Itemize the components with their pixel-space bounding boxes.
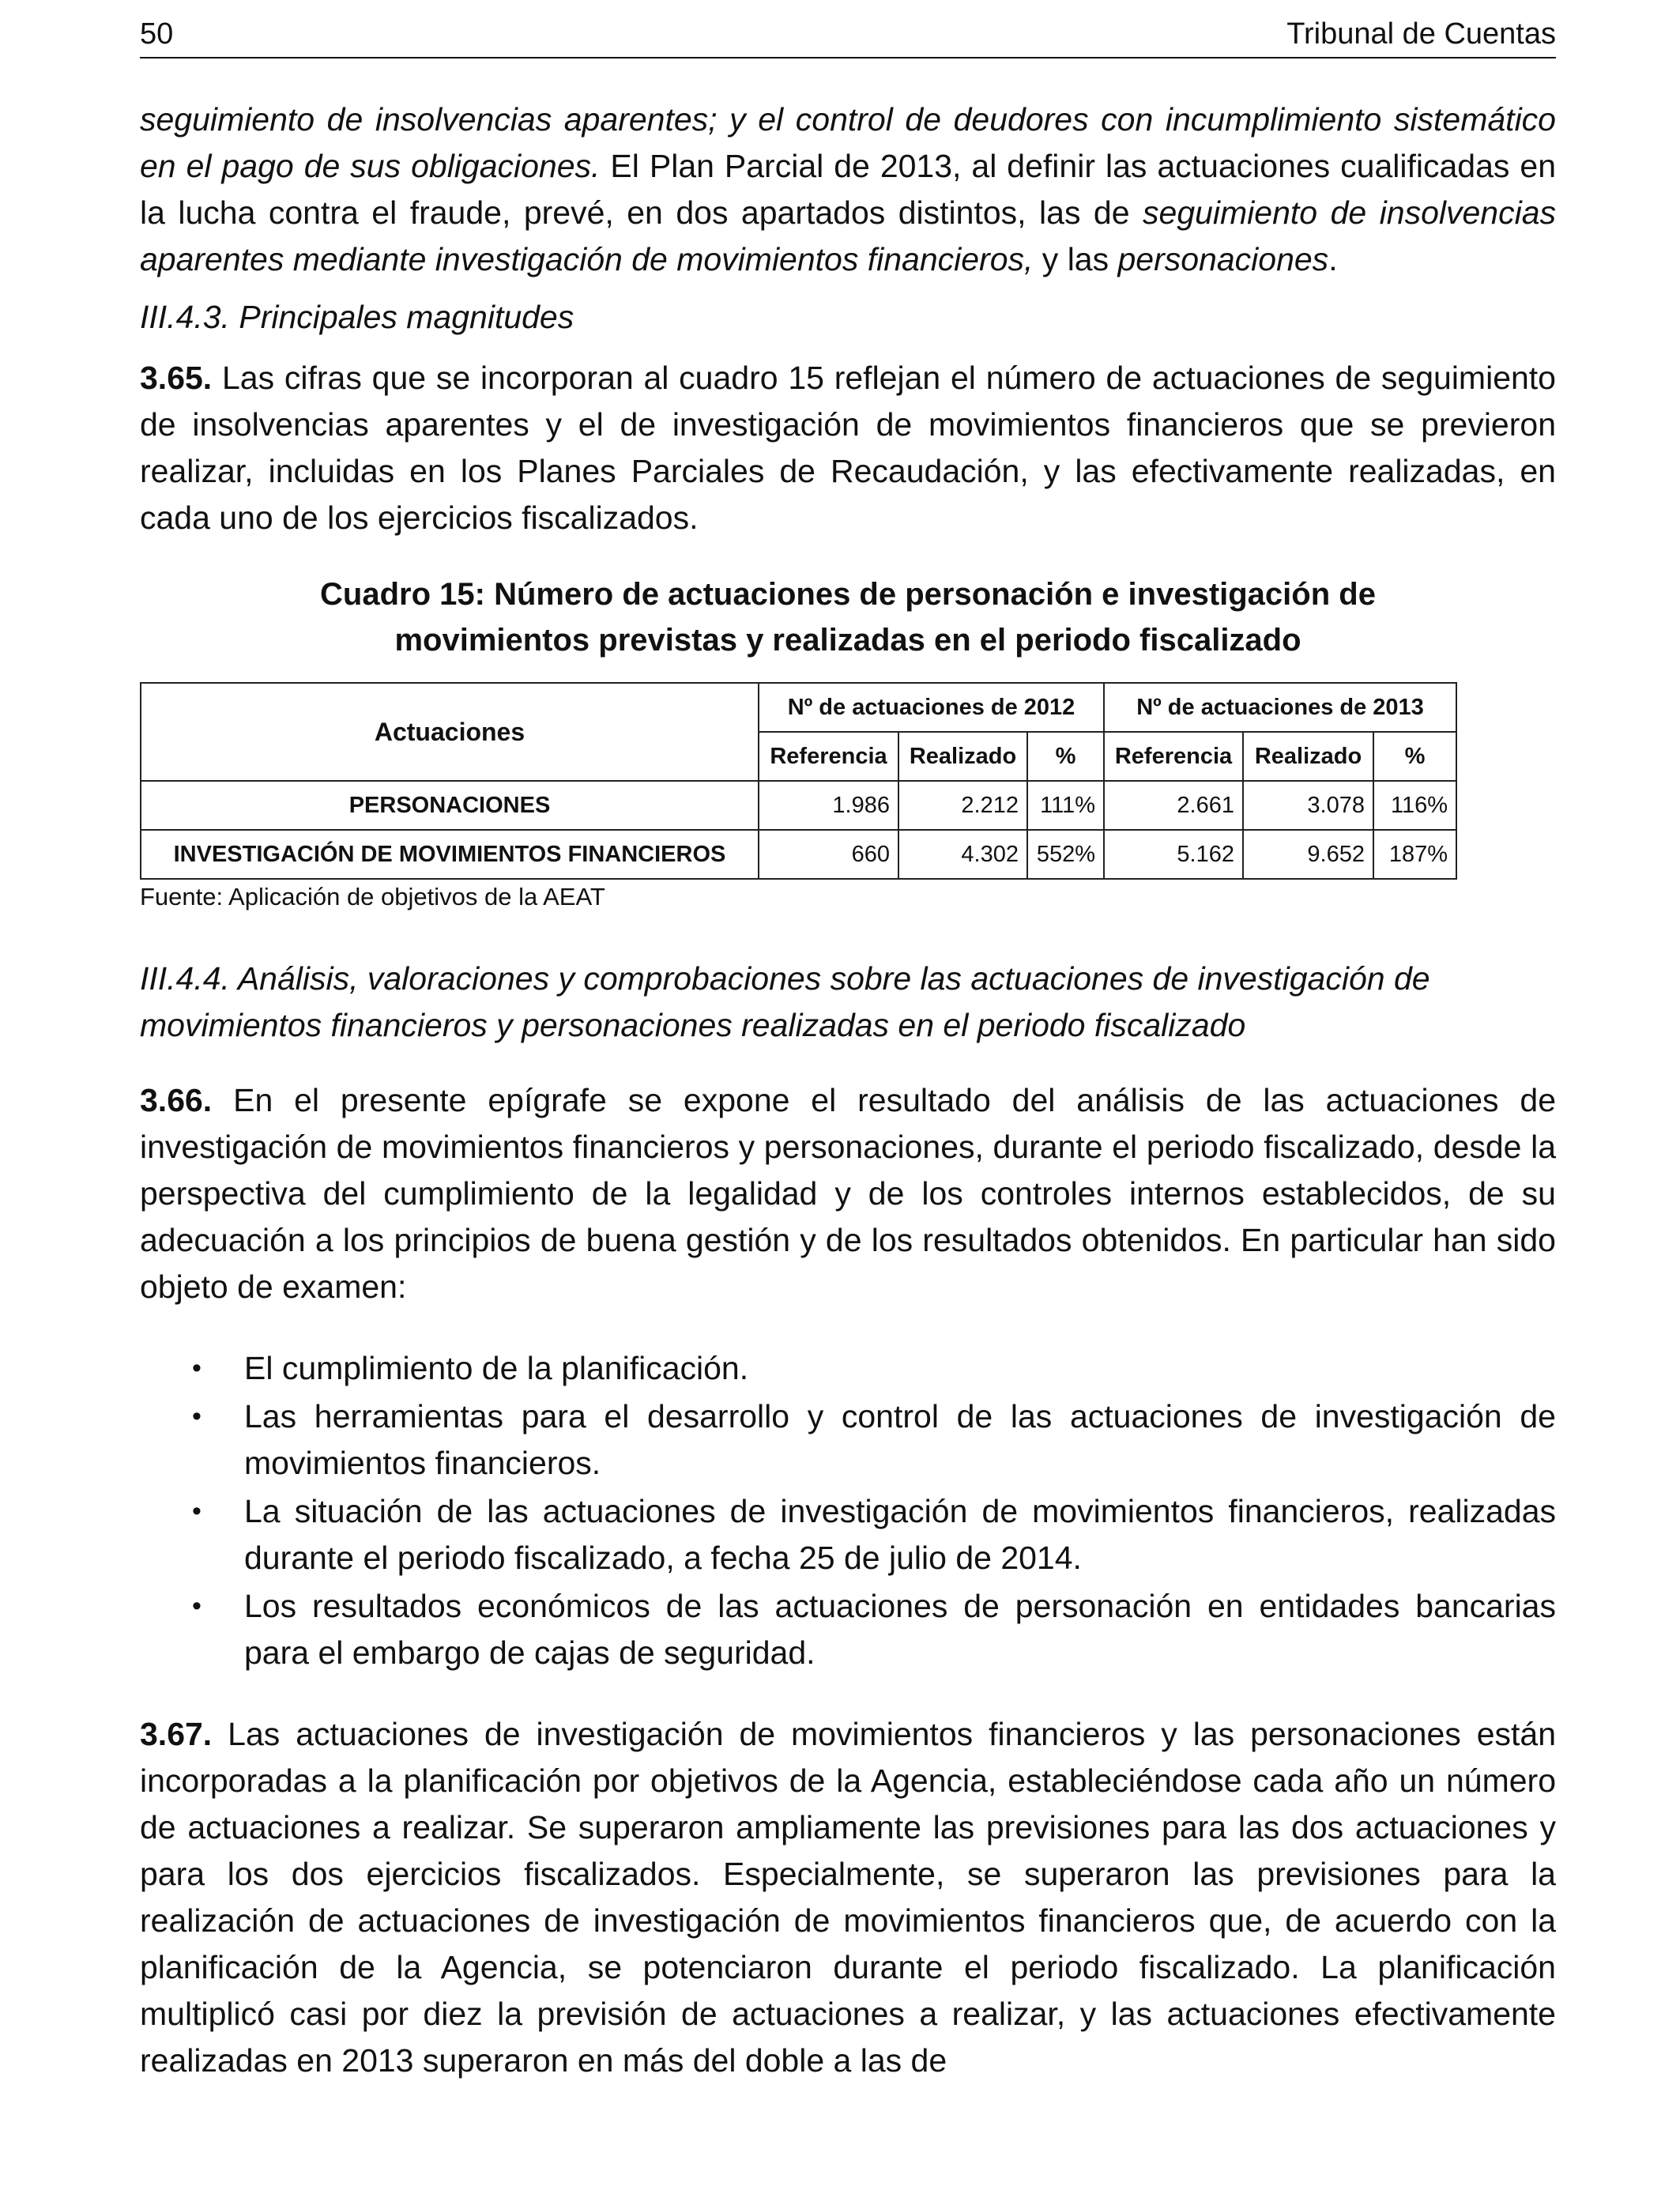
paragraph-367 xyxy=(140,1711,1556,2084)
bullet-icon: • xyxy=(192,1496,202,1526)
cell-ref-2013: 2.661 xyxy=(1104,781,1243,830)
cell-real-2012: 2.212 xyxy=(898,781,1027,830)
document-body xyxy=(140,96,1556,2084)
table-caption-line-2: movimientos previstas y realizadas en el periodo fiscalizado xyxy=(394,623,1301,658)
col-group-2013: Nº de actuaciones de 2013 xyxy=(1104,683,1456,732)
paragraph-number: 3.66. xyxy=(140,1082,213,1118)
cell-real-2013: 9.652 xyxy=(1243,830,1373,879)
paragraph-text: Las cifras que se incorporan al cuadro 15 reflejan el número de actuaciones de seguimiento de insolvencias aparentes y el de investigación de movimientos financieros que se previeron realizar, incluidas en los Planes Parciales de Recaudación, y las efectivamente realizadas, en cada uno de los ejercicios fiscalizados. xyxy=(140,360,1556,536)
list-item xyxy=(140,1345,1556,1392)
paragraph-text: Las actuaciones de investigación de movimientos financieros y las personaciones están incorporadas a la planificación por objetivos de la Agencia, estableciéndose cada año un número de actuaciones a realizar. Se superaron ampliamente las previsiones para las dos actuaciones y para los dos ejercicios fiscalizados. Especialmente, se superaron las previsiones para la realización de actuaciones de investigación de movimientos financieros que, de acuerdo con la planificación de la Agencia, se potenciaron durante el periodo fiscalizado. La planificación multiplicó casi por diez la previsión de actuaciones a realizar, y las actuaciones efectivamente realizadas en 2013 superaron en más del doble a las de xyxy=(140,1716,1556,2079)
intro-italic-b: seguimiento de insolvencias aparentes mediante investigación de movimientos financieros, xyxy=(140,194,1556,277)
paragraph-number: 3.65. xyxy=(140,360,213,396)
section-title-443: III.4.3. Principales magnitudes xyxy=(140,299,574,335)
row-label: PERSONACIONES xyxy=(141,781,759,830)
list-item-text: Las herramientas para el desarrollo y control de las actuaciones de investigación de movimientos financieros. xyxy=(244,1398,1556,1481)
col-realizado-2012: Realizado xyxy=(898,732,1027,781)
cell-ref-2013: 5.162 xyxy=(1104,830,1243,879)
intro-text-b: y las xyxy=(1033,241,1118,277)
list-item xyxy=(140,1393,1556,1487)
bullet-icon: • xyxy=(192,1591,202,1621)
paragraph-text: En el presente epígrafe se expone el resultado del análisis de las actuaciones de investigación de movimientos financieros y personaciones, durante el periodo fiscalizado, desde la perspectiva del cumplimiento de la legalidad y de los controles internos establecidos, de su adecuación a los principios de buena gestión y de los resultados obtenidos. En particular han sido objeto de examen: xyxy=(140,1082,1556,1305)
col-pct-2013: % xyxy=(1373,732,1456,781)
list-item xyxy=(140,1583,1556,1676)
cell-ref-2012: 1.986 xyxy=(759,781,898,830)
table-caption-line-1: Cuadro 15: Número de actuaciones de personación e investigación de xyxy=(320,577,1376,612)
header-organization: Tribunal de Cuentas xyxy=(1286,17,1556,51)
table-source: Fuente: Aplicación de objetivos de la AEAT xyxy=(140,883,605,910)
row-label: INVESTIGACIÓN DE MOVIMIENTOS FINANCIEROS xyxy=(141,830,759,879)
bullet-icon: • xyxy=(192,1401,202,1431)
col-group-2012: Nº de actuaciones de 2012 xyxy=(759,683,1104,732)
list-item xyxy=(140,1488,1556,1581)
list-item-text: El cumplimiento de la planificación. xyxy=(244,1350,749,1386)
cell-real-2012: 4.302 xyxy=(898,830,1027,879)
intro-paragraph xyxy=(140,96,1556,283)
intro-italic-c: personaciones xyxy=(1117,241,1329,277)
page-number: 50 xyxy=(140,17,174,51)
section-title-444: III.4.4. Análisis, valoraciones y comprobaciones sobre las actuaciones de investigación de movimientos financieros y personaciones realizadas en el periodo fiscalizado xyxy=(140,960,1430,1043)
col-header-actuaciones: Actuaciones xyxy=(141,683,759,781)
paragraph-366 xyxy=(140,1077,1556,1310)
cell-pct-2012: 111% xyxy=(1027,781,1104,830)
list-item-text: La situación de las actuaciones de investigación de movimientos financieros, realizadas durante el periodo fiscalizado, a fecha 25 de julio de 2014. xyxy=(244,1493,1556,1576)
col-referencia-2012: Referencia xyxy=(759,732,898,781)
cell-pct-2013: 187% xyxy=(1373,830,1456,879)
cell-ref-2012: 660 xyxy=(759,830,898,879)
col-pct-2012: % xyxy=(1027,732,1104,781)
col-realizado-2013: Realizado xyxy=(1243,732,1373,781)
running-header xyxy=(140,16,1556,58)
examined-items-list xyxy=(140,1345,1556,1676)
table-row xyxy=(141,781,1456,830)
table-header-row xyxy=(141,683,1456,732)
col-referencia-2013: Referencia xyxy=(1104,732,1243,781)
paragraph-365 xyxy=(140,355,1556,541)
table-row xyxy=(141,830,1456,879)
intro-italic-a: seguimiento de insolvencias aparentes; y el control de deudores con incumplimiento sistemático en el pago de sus obligaciones. xyxy=(140,101,1556,184)
cell-real-2013: 3.078 xyxy=(1243,781,1373,830)
paragraph-number: 3.67. xyxy=(140,1716,213,1752)
intro-text-a: El Plan Parcial de 2013, al definir las actuaciones cualificadas en la lucha contra el fraude, prevé, en dos apartados distintos, las de xyxy=(140,148,1557,231)
list-item-text: Los resultados económicos de las actuaciones de personación en entidades bancarias para el embargo de cajas de seguridad. xyxy=(244,1588,1556,1671)
intro-text-c: . xyxy=(1328,241,1338,277)
cell-pct-2013: 116% xyxy=(1373,781,1456,830)
cuadro-15-table xyxy=(140,682,1457,880)
cell-pct-2012: 552% xyxy=(1027,830,1104,879)
bullet-icon: • xyxy=(192,1353,202,1383)
